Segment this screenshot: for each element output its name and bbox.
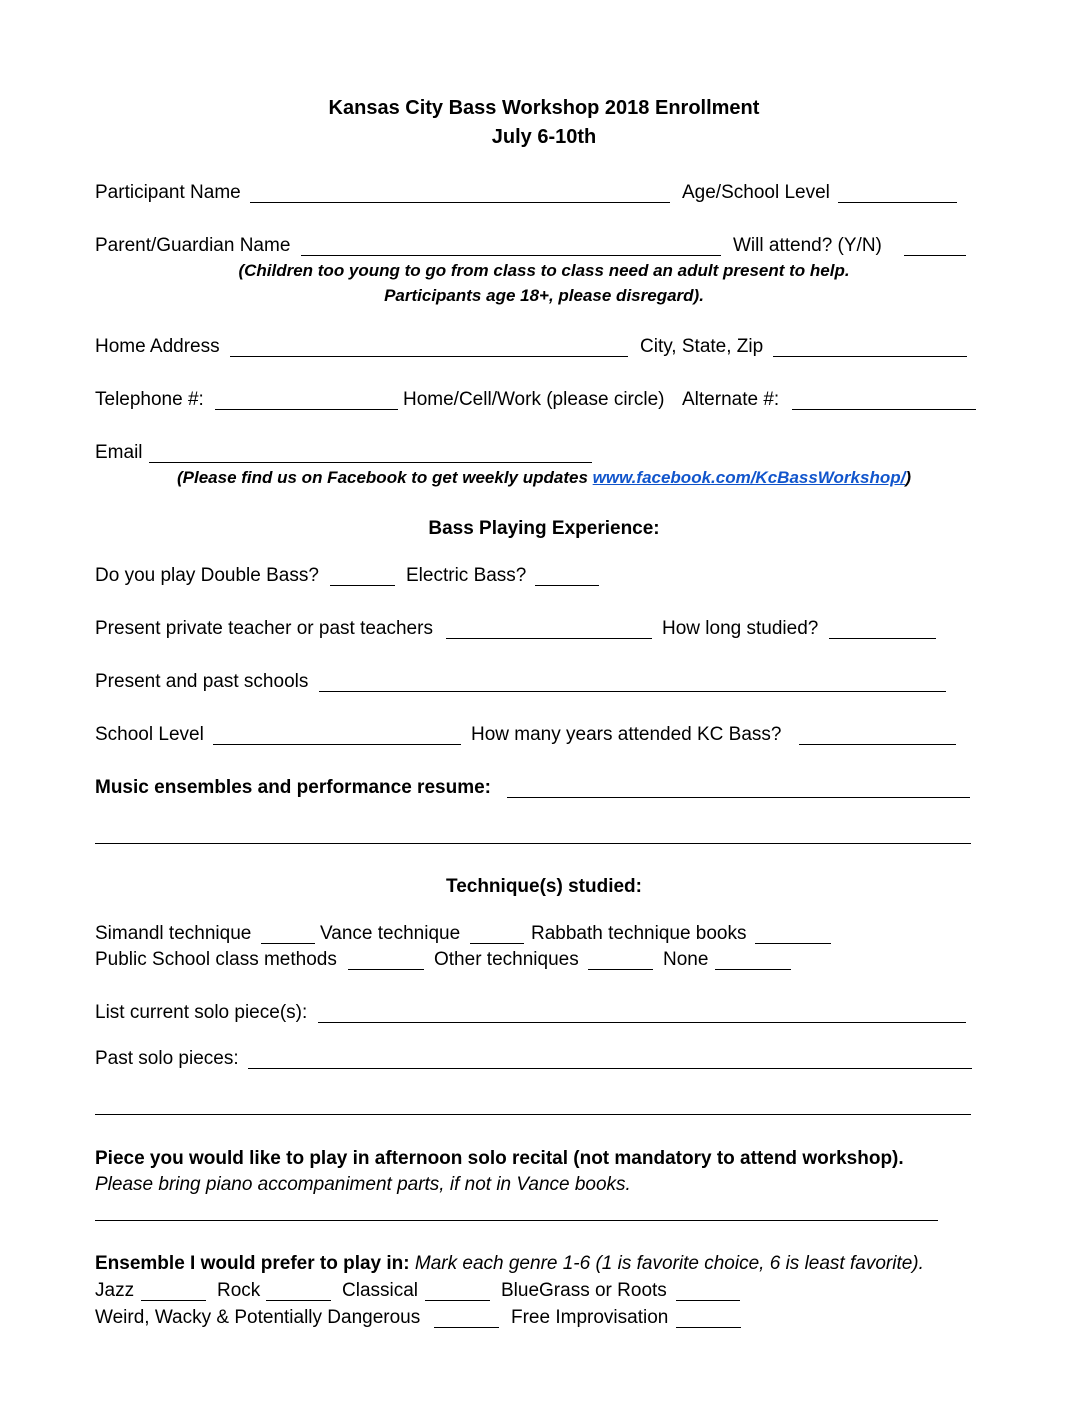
free-improv-field[interactable] [676, 1327, 741, 1328]
children-note-line-2: Participants age 18+, please disregard). [384, 286, 704, 305]
home-address-label: Home Address [95, 336, 220, 357]
bluegrass-field[interactable] [676, 1300, 740, 1301]
how-long-studied-label: How long studied? [662, 618, 819, 639]
facebook-note-prefix: (Please find us on Facebook to get weekly updates [176, 468, 593, 487]
recital-note: Please bring piano accompaniment parts, if not in Vance books. [95, 1174, 631, 1195]
techniques-heading: Technique(s) studied: [446, 876, 642, 897]
jazz-label: Jazz [95, 1280, 135, 1301]
current-solo-label: List current solo piece(s): [95, 1002, 308, 1023]
electric-bass-label: Electric Bass? [406, 565, 527, 586]
ensemble-preference-heading [95, 1252, 924, 1276]
public-school-label: Public School class methods [95, 949, 337, 970]
facebook-note-suffix: ) [905, 468, 912, 487]
schools-label: Present and past schools [95, 671, 309, 692]
public-school-field[interactable] [348, 969, 424, 970]
past-solo-field-line-2[interactable] [95, 1114, 971, 1115]
participant-name-label: Participant Name [95, 182, 241, 203]
double-bass-label: Do you play Double Bass? [95, 565, 319, 586]
alternate-phone-field[interactable] [792, 409, 976, 410]
rabbath-label: Rabbath technique books [531, 923, 747, 944]
rock-label: Rock [217, 1280, 261, 1301]
city-state-zip-field[interactable] [773, 356, 967, 357]
children-note-line-1: (Children too young to go from class to class need an adult present to help. [238, 261, 850, 280]
home-address-field[interactable] [230, 356, 628, 357]
electric-bass-field[interactable] [535, 585, 599, 586]
email-field[interactable] [149, 462, 592, 463]
vance-field[interactable] [470, 943, 524, 944]
telephone-field[interactable] [215, 409, 398, 410]
facebook-link[interactable]: www.facebook.com/KcBassWorkshop/ [592, 468, 906, 487]
years-attended-field[interactable] [799, 744, 956, 745]
none-label: None [663, 949, 709, 970]
weird-label: Weird, Wacky & Potentially Dangerous [95, 1307, 421, 1328]
school-level-label: School Level [95, 724, 204, 745]
recital-piece-field[interactable] [95, 1220, 938, 1221]
teacher-label: Present private teacher or past teachers [95, 618, 433, 639]
double-bass-field[interactable] [330, 585, 395, 586]
parent-name-field[interactable] [301, 255, 721, 256]
none-field[interactable] [715, 969, 791, 970]
ensembles-resume-field-line-2[interactable] [95, 843, 971, 844]
other-techniques-field[interactable] [588, 969, 653, 970]
how-long-studied-field[interactable] [829, 638, 936, 639]
ensembles-resume-label: Music ensembles and performance resume: [95, 777, 491, 798]
age-school-level-label: Age/School Level [682, 182, 830, 203]
jazz-field[interactable] [141, 1300, 206, 1301]
form-title: Kansas City Bass Workshop 2018 Enrollment [328, 97, 760, 119]
past-solo-label: Past solo pieces: [95, 1048, 239, 1069]
age-school-level-field[interactable] [838, 202, 957, 203]
parent-name-label: Parent/Guardian Name [95, 235, 291, 256]
ensemble-preference-instructions: Mark each genre 1-6 (1 is favorite choice, 6 is least favorite). [414, 1253, 924, 1274]
classical-label: Classical [342, 1280, 419, 1301]
alternate-phone-label: Alternate #: [682, 389, 780, 410]
bluegrass-label: BlueGrass or Roots [501, 1280, 667, 1301]
rabbath-field[interactable] [755, 943, 831, 944]
will-attend-label: Will attend? (Y/N) [733, 235, 882, 256]
email-label: Email [95, 442, 143, 463]
weird-field[interactable] [434, 1327, 499, 1328]
other-techniques-label: Other techniques [434, 949, 579, 970]
free-improv-label: Free Improvisation [511, 1307, 669, 1328]
rock-field[interactable] [266, 1300, 331, 1301]
phone-type-label: Home/Cell/Work (please circle) [403, 389, 665, 410]
simandl-field[interactable] [261, 943, 315, 944]
current-solo-field[interactable] [318, 1022, 966, 1023]
years-attended-label: How many years attended KC Bass? [471, 724, 782, 745]
vance-label: Vance technique [320, 923, 461, 944]
form-dates: July 6-10th [491, 126, 597, 148]
telephone-label: Telephone #: [95, 389, 204, 410]
simandl-label: Simandl technique [95, 923, 252, 944]
classical-field[interactable] [425, 1300, 490, 1301]
schools-field[interactable] [319, 691, 946, 692]
city-state-zip-label: City, State, Zip [640, 336, 764, 357]
ensembles-resume-field[interactable] [507, 797, 970, 798]
facebook-note [0, 466, 1088, 490]
recital-piece-label: Piece you would like to play in afternoon solo recital (not mandatory to attend workshop). [95, 1148, 904, 1169]
teacher-field[interactable] [446, 638, 652, 639]
school-level-field[interactable] [213, 744, 461, 745]
participant-name-field[interactable] [250, 202, 670, 203]
ensemble-preference-label: Ensemble I would prefer to play in: [95, 1253, 410, 1274]
experience-heading: Bass Playing Experience: [428, 518, 660, 539]
will-attend-field[interactable] [904, 255, 966, 256]
past-solo-field[interactable] [248, 1068, 972, 1069]
